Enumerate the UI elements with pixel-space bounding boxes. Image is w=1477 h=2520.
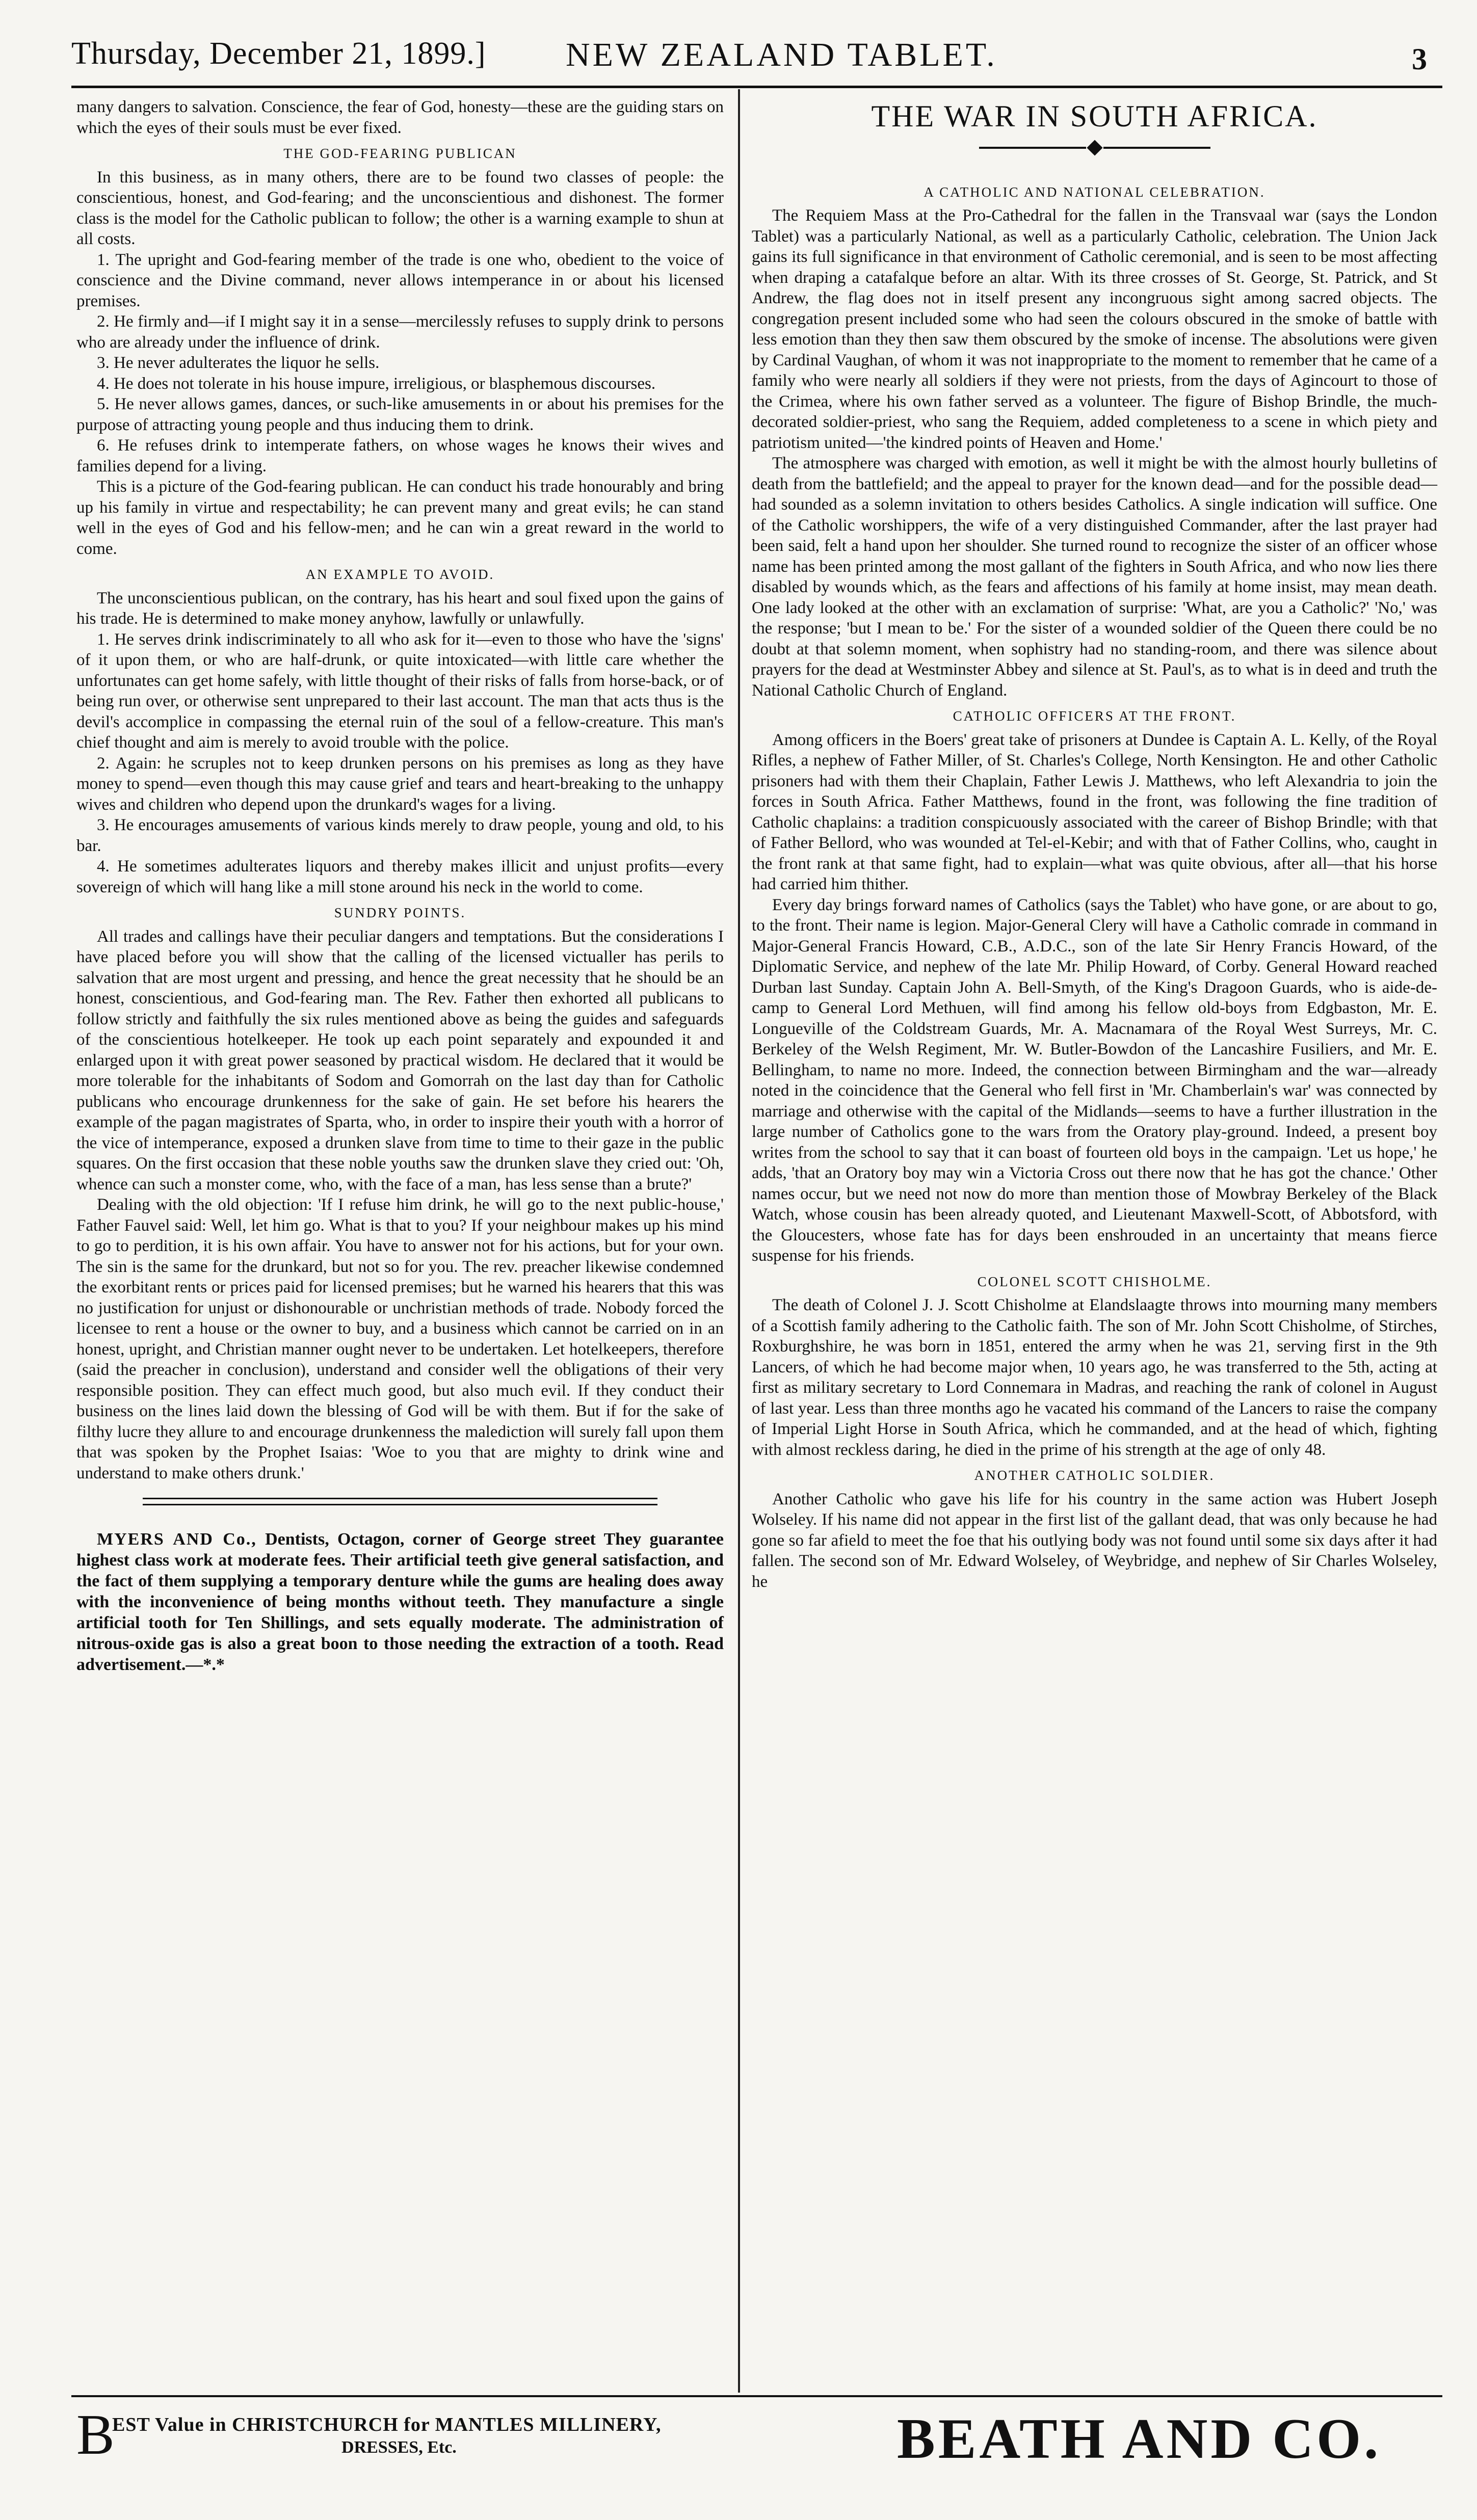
section-heading-god-fearing-publican: THE GOD-FEARING PUBLICAN <box>283 146 517 161</box>
dentist-advertisement <box>76 1529 724 1675</box>
paragraph: 3. He never adulterates the liquor he sells. <box>97 354 380 372</box>
paragraph: many dangers to salvation. Conscience, the fear of God, honesty—these are the guiding stars on which the eyes of their souls must be ever fixed. <box>76 98 724 137</box>
paragraph: 6. He refuses drink to intemperate fathers, on whose wages he knows their wives and families depend for a living. <box>76 436 724 475</box>
section-heading-celebration: A CATHOLIC AND NATIONAL CELEBRATION. <box>924 184 1265 200</box>
section-heading-officers: CATHOLIC OFFICERS AT THE FRONT. <box>953 708 1236 724</box>
footer-rule <box>71 2395 1442 2397</box>
footer-line-1: EST Value in CHRISTCHURCH for MANTLES MILLINERY, <box>112 2414 662 2435</box>
diamond-icon <box>1087 140 1102 155</box>
section-heading-sundry-points: SUNDRY POINTS. <box>334 905 466 920</box>
paragraph: 4. He sometimes adulterates liquors and thereby makes illicit and unjust profits—every sovereign of which will hang like a mill stone around his neck in the world to come. <box>76 857 724 896</box>
right-column <box>752 97 1437 1592</box>
section-heading-another-soldier: ANOTHER CATHOLIC SOLDIER. <box>974 1468 1215 1483</box>
paragraph: In this business, as in many others, there are to be found two classes of people: the conscientious, honest, and God-fearing; and the unconscientious and dishonest. The former class is the model for the Catholic publican to follow; the other is a warning example to shun at all costs. <box>76 168 724 248</box>
drop-cap: B <box>76 2403 115 2466</box>
footer-advert-right: BEATH AND CO. <box>897 2407 1382 2471</box>
section-heading-example-to-avoid: AN EXAMPLE TO AVOID. <box>305 567 495 582</box>
issue-date: Thursday, December 21, 1899.] <box>71 36 486 71</box>
section-separator <box>143 1498 657 1505</box>
section-heading-chisholme: COLONEL SCOTT CHISHOLME. <box>977 1274 1212 1289</box>
page-number: 3 <box>1412 42 1427 76</box>
column-divider <box>738 89 740 2393</box>
footer-line-2: DRESSES, Etc. <box>341 2438 457 2457</box>
paragraph: This is a picture of the God-fearing publican. He can conduct his trade honourably and bring up his family in virtue and respectability; he can prevent many and great evils; he can stand well in the eyes of God and his fellow-men; and he can win a great reward in the world to come. <box>76 478 724 558</box>
newspaper-title: NEW ZEALAND TABLET. <box>566 36 997 73</box>
title-ornament <box>752 142 1437 153</box>
advert-lead: MYERS AND Co., <box>97 1530 257 1549</box>
paragraph: The death of Colonel J. J. Scott Chisholme at Elandslaagte throws into mourning many members of a Scottish family adhering to the Catholic faith. The son of Mr. John Scott Chisholme, of Stirches, Roxburghshire, he was born in 1851, entered the army when he was 21, serving first in the 9th Lancers, of which he had become major when, 10 years ago, he was transferred to the 5th, acting at first as military secretary to Lord Connemara in Madras, and reaching the rank of colonel in August of last year. Less than three months ago he vacated his command of the Lancers to raise the company of Imperial Light Horse in South Africa, which he commanded, and at the head of which, fighting with almost reckless daring, he died in the prime of his strength at the age of only 48. <box>752 1296 1437 1459</box>
paragraph: The unconscientious publican, on the contrary, has his heart and soul fixed upon the gains of his trade. He is determined to make money anyhow, lawfully or unlawfully. <box>76 589 724 628</box>
paragraph: 2. He firmly and—if I might say it in a sense—mercilessly refuses to supply drink to persons who are already under the influence of drink. <box>76 312 724 352</box>
paragraph: 4. He does not tolerate in his house impure, irreligious, or blasphemous discourses. <box>97 374 656 393</box>
paragraph: Dealing with the old objection: 'If I refuse him drink, he will go to the next public-house,' Father Fauvel said: Well, let him go. What is that to you? If your neighbour makes up his mind to go to perdition, it is his own affair. You have to answer not for his actions, but for your own. The sin is the same for the drunkard, but not so for you. The rev. preacher likewise condemned the exorbitant rents or prices paid for licensed premises; but he warned his hearers that this was no justification for unjust or dishonourable or unchristian methods of trade. Nobody forced the licensee to rent a house or the owner to buy, and a business which cannot be carried on in an honest, upright, and Christian manner ought never to be undertaken. Let hotelkeepers, therefore (said the preacher in conclusion), understand and consider well the obligations of their very responsible position. They can effect much good, but also much evil. If they conduct their business on the lines laid down the blessing of God will be with them. But if for the sake of filthy lucre they allure to and encourage drunkenness the malediction will surely fall upon them that was spoken by the Prophet Isaias: 'Woe to you that are mighty to drink wine and understand to make others drunk.' <box>76 1196 724 1482</box>
header-rule <box>71 86 1442 88</box>
paragraph: 5. He never allows games, dances, or such-like amusements in or about his premises for the purpose of attracting young people and thus inducing them to drink. <box>76 395 724 434</box>
paragraph: 1. He serves drink indiscriminately to all who ask for it—even to those who have the 'signs' of it upon them, or who are half-drunk, or quite intoxicated—with little care whether the unfortunates can get home safely, with little thought of their risks of falls from horse-back, or of being run over, or otherwise sent unprepared to their last account. The man that acts thus is the devil's accomplice in compassing the eternal ruin of the soul of a fellow-creature. This man's chief thought and aim is merely to avoid trouble with the police. <box>76 630 724 752</box>
masthead <box>71 36 1437 82</box>
paragraph: The atmosphere was charged with emotion, as well it might be with the almost hourly bulletins of death from the battlefield; and the appeal to prayer for the known dead—and for the possible dead—had sounded as a solemn invitation to others besides Catholics. A single indication will suffice. One of the Catholic worshippers, the wife of a very distinguished Commander, after the last prayer had been said, felt a hand upon her shoulder. She turned round to recognize the sister of an officer whose name has been printed among the most gallant of the fighters in South Africa, and who now lies there disabled by wounds which, as the fears and affections of his family at home insist, may mean death. One lady looked at the other with an exclamation of surprise: 'What, are you a Catholic?' 'No,' was the response; 'but I mean to be.' For the sister of a wounded soldier of the Queen there could be no doubt at that solemn moment, when sophistry had no standing-room, and there was silence about prayers for the dead at Westminster Abbey and silence at St. Paul's, as to what is in deed and truth the National Catholic Church of England. <box>752 454 1437 700</box>
left-column <box>76 97 724 1675</box>
article-title: THE WAR IN SOUTH AFRICA. <box>871 99 1318 133</box>
paragraph: All trades and callings have their peculiar dangers and temptations. But the considerations I have placed before you will show that the calling of the licensed victualler has perils to salvation that are most urgent and pressing, and hence the great necessity that he should be an honest, conscientious, and God-fearing man. The Rev. Father then exhorted all publicans to follow strictly and faithfully the six rules mentioned above as being the guides and safeguards of the conscientious hotelkeeper. He took up each point separately and expounded it and enlarged upon it with great power seasoned by practical wisdom. He declared that it would be more tolerable for the inhabitants of Sodom and Gomorrah on the last day than for Catholic publicans who encourage drunkenness for the sake of gain. He set before his hearers the example of the pagan magistrates of Sparta, who, in order to inspire their youth with a horror of the vice of intemperance, exposed a drunken slave from time to time to their gaze in the public squares. On the first occasion that these noble youths saw the drunken slave they cried out: 'Oh, whence can such a monster come, who, with the face of a man, has less sense than a brute?' <box>76 927 724 1193</box>
paragraph: 2. Again: he scruples not to keep drunken persons on his premises as long as they have money to spend—even though this may cause grief and tears and heart-breaking to the unhappy wives and children who depend upon the drunkard's wages for a living. <box>76 754 724 814</box>
paragraph: Among officers in the Boers' great take of prisoners at Dundee is Captain A. L. Kelly, of the Royal Rifles, a nephew of Father Miller, of St. Charles's College, North Kensington. He and other Catholic prisoners had with them their Chaplain, Father Lewis J. Matthews, who left Alexandria to join the forces in South Africa. Father Matthews, found in the front, was following the fine tradition of Catholic chaplains: a tradition conspicuously associated with the career of Bishop Brindle; with that of Father Bellord, who was wounded at Tel-el-Kebir; and with that of Father Collins, who, caught in the front rank at that same fight, had to explain—what was quite obvious, after all—that his horse had carried him thither. <box>752 730 1437 893</box>
paragraph: 1. The upright and God-fearing member of the trade is one who, obedient to the voice of conscience and the Divine command, never allows intemperance in or about his licensed premises. <box>76 250 724 310</box>
paragraph: 3. He encourages amusements of various kinds merely to draw people, young and old, to his bar. <box>76 816 724 855</box>
paragraph: Every day brings forward names of Catholics (says the Tablet) who have gone, or are about to go, to the front. Their name is legion. Major-General Clery will have a Catholic comrade in command in Major-General Francis Howard, C.B., A.D.C., son of the late Sir Henry Francis Howard, of the Diplomatic Service, and nephew of the late Mr. Philip Howard, of Corby. General Howard reached Durban last Sunday. Captain John A. Bell-Smyth, of the King's Dragoon Guards, who is aide-de-camp to General Lord Methuen, will find among his fellow old-boys from Edgbaston, Mr. E. Longueville of the Coldstream Guards, Mr. A. Macnamara of the Royal West Surreys, Mr. C. Berkeley of the Welsh Regiment, Mr. W. Butler-Bowdon of the Lancashire Fusiliers, and Mr. E. Bellingham, to name no more. Indeed, the connection between Birmingham and the war—already noted in the coincidence that the General who fell first in 'Mr. Chamberlain's war' was connected by marriage and otherwise with the capital of the Midlands—seems to have a further illustration in the large number of Catholics gone to the wars from the Oratory play-ground. Indeed, a present boy writes from the school to say that it can boast of fourteen old boys in the campaign. 'Let us hope,' he adds, 'that an Oratory boy may win a Victoria Cross out there now that he has got the chance.' Other names occur, but we need not now do more than mention those of Mowbray Berkeley of the Black Watch, whose cousin has been already quoted, and Lieutenant Maxwell-Scott, of Abbotsford, with the Gloucesters, whose fate has for days been enshrouded in an uncertainty that means fierce suspense for his friends. <box>752 895 1437 1265</box>
advert-body: Dentists, Octagon, corner of George street They guarantee highest class work at moderate fees. Their artificial teeth give general satisfaction, and the fact of them supplying a temporary denture while the gums are healing does away with the inconvenience of being months without teeth. They manufacture a single artificial tooth for Ten Shillings, and sets equally moderate. The administration of nitrous-oxide gas is also a great boon to those needing the extraction of a tooth. Read advertisement.—*.* <box>76 1530 724 1674</box>
paragraph: The Requiem Mass at the Pro-Cathedral for the fallen in the Transvaal war (says the London Tablet) was a particularly National, as well as a particularly Catholic, celebration. The Union Jack gains its full significance in that environment of Catholic ceremonial, and is seen to be most affecting when draping a catafalque before an altar. With its three crosses of St. George, St. Patrick, and St Andrew, the flag does not in itself present any incongruous sight among sacred objects. The congregation present included some who had seen the colours obscured in the smoke of battle with less emotion than they then saw them obscured by the smoke of incense. The absolutions were given by Cardinal Vaughan, of whom it was not inappropriate to the moment to remember that he came of a family who were nearly all soldiers if they were not priests, from the days of Agincourt to those of the Crimea, where his own father served as a volunteer. The figure of Bishop Brindle, the much-decorated soldier-priest, who sang the Requiem, added completeness to a scene in which piety and patriotism united—'the kindred points of Heaven and Home.' <box>752 206 1437 452</box>
paragraph: Another Catholic who gave his life for his country in the same action was Hubert Joseph Wolseley. If his name did not appear in the first list of the gallant dead, that was only because he had gone so far afield to meet the foe that his outlying body was not found until some six days after it had fallen. The second son of Mr. Edward Wolseley, of Weybridge, and nephew of Sir Charles Wolseley, he <box>752 1490 1437 1591</box>
